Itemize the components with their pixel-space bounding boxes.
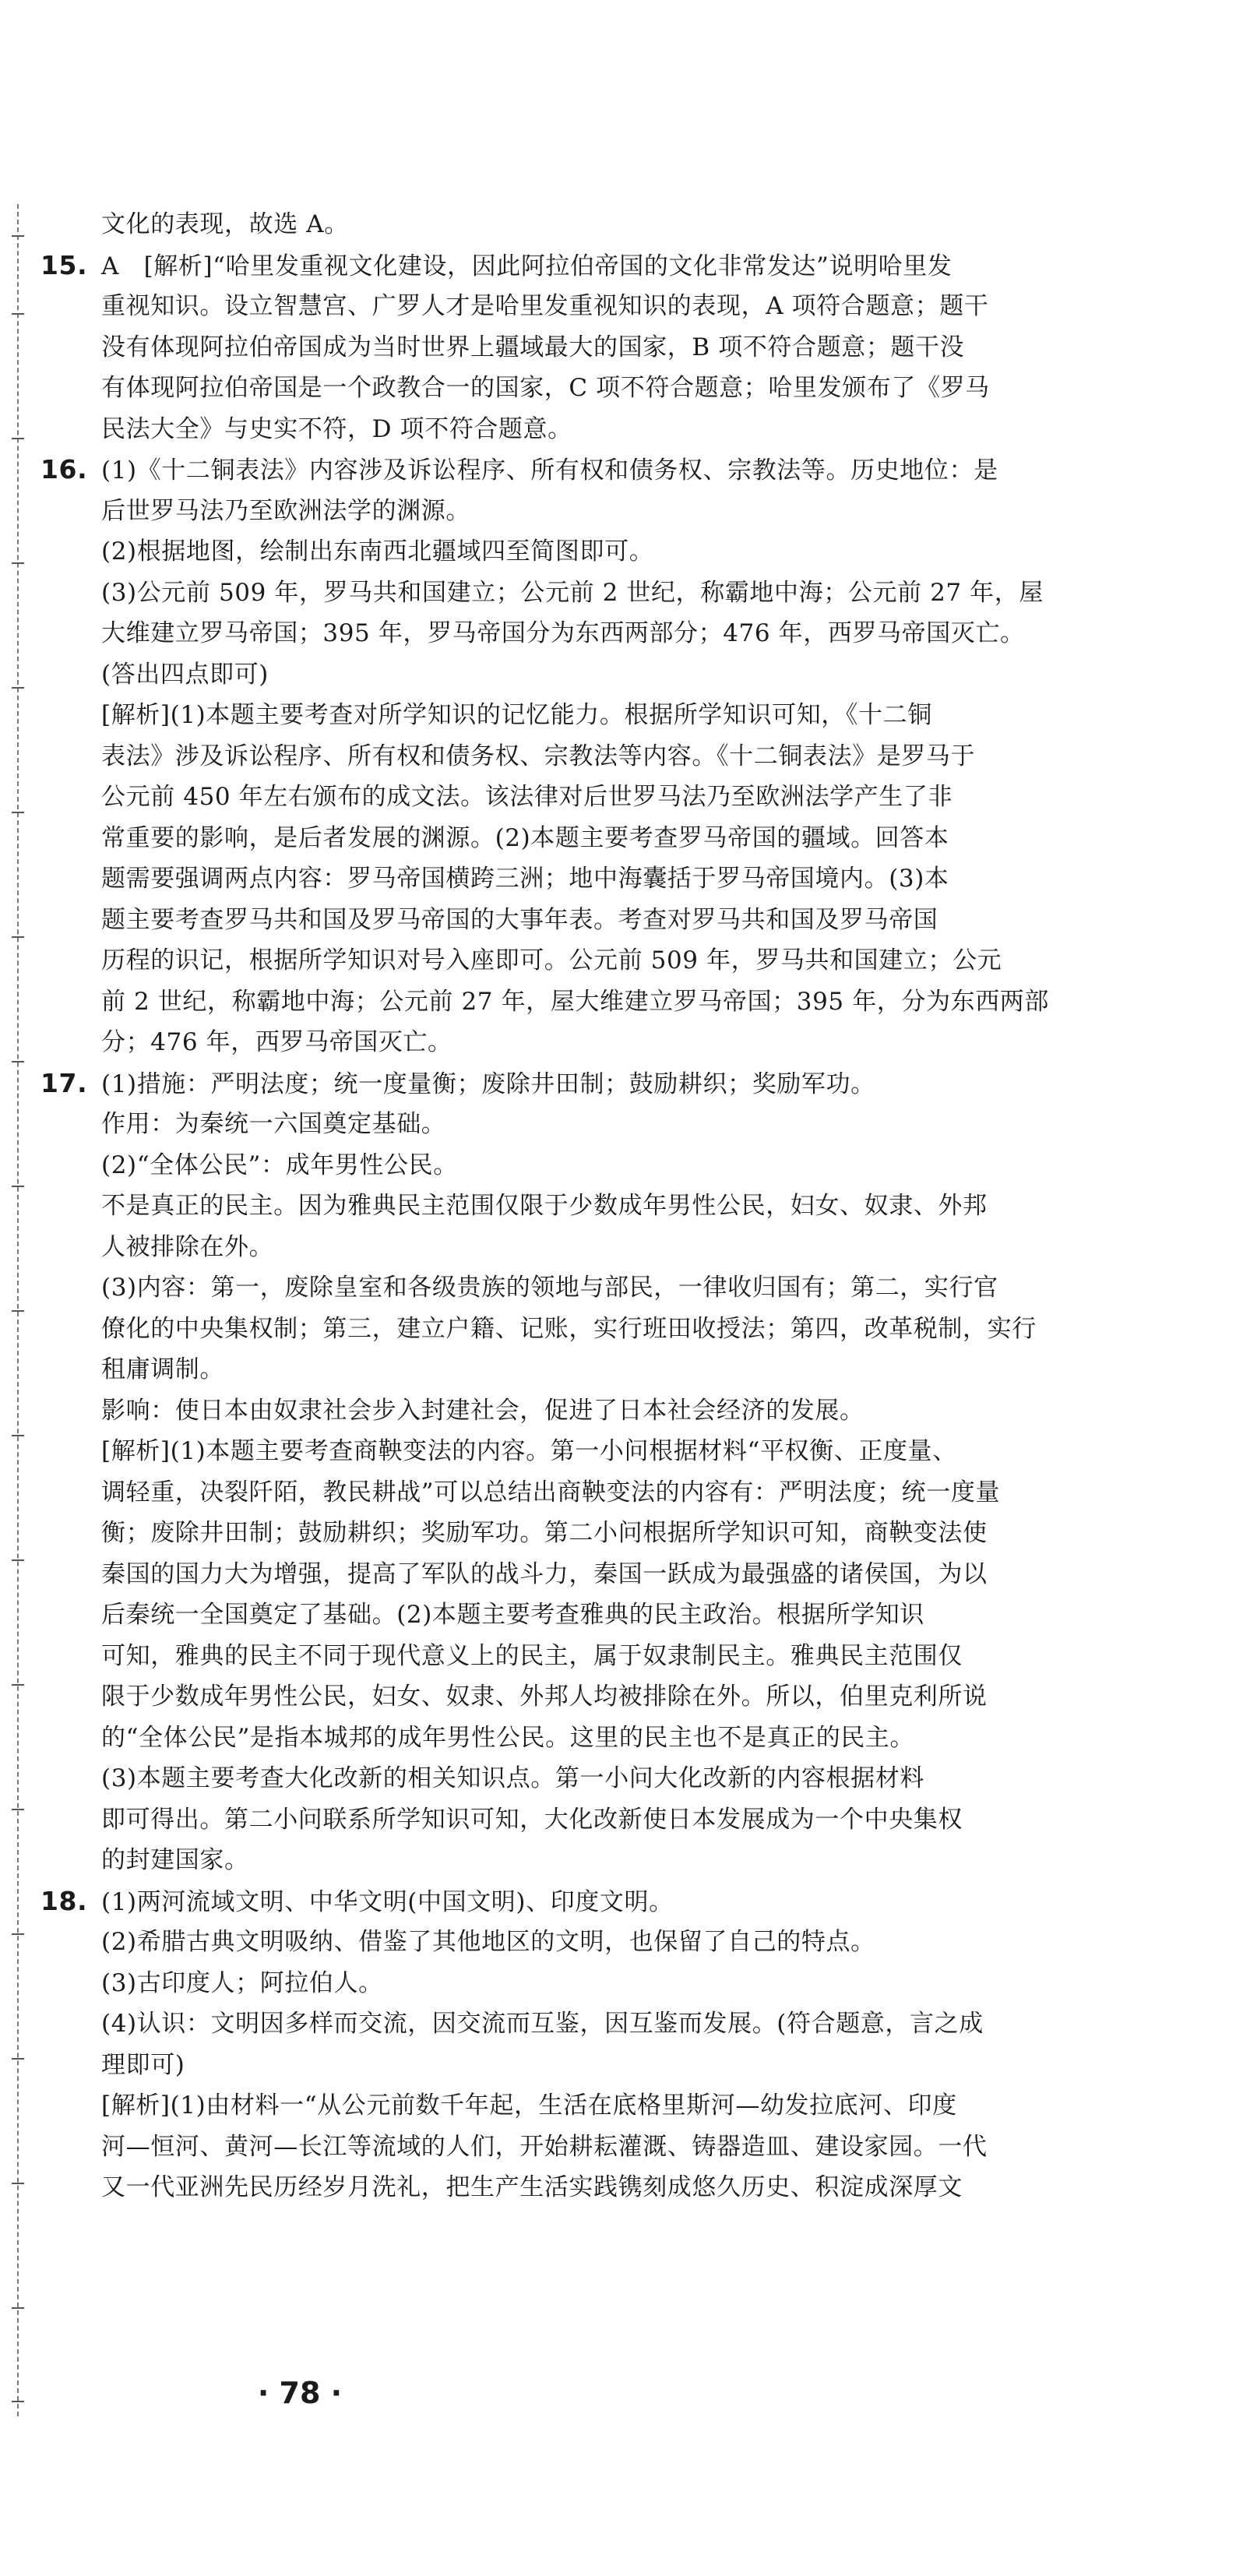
text-line xyxy=(40,858,1069,900)
text-line xyxy=(40,204,1069,245)
margin-tick xyxy=(12,1559,24,1561)
line-text: 衡；废除井田制；鼓励耕织；奖励军功。第二小问根据所学知识可知，商鞅变法使 xyxy=(101,1519,988,1547)
line-text: 常重要的影响，是后者发展的渊源。(2)本题主要考查罗马帝国的疆域。回答本 xyxy=(101,823,949,852)
line-text: (3)本题主要考查大化改新的相关知识点。第一小问大化改新的内容根据材料 xyxy=(101,1764,924,1792)
text-line xyxy=(40,1554,1069,1595)
line-text: 民法大全》与史实不符，D 项不符合题意。 xyxy=(101,414,572,443)
line-text: 僚化的中央集权制；第三，建立户籍、记账，实行班田收授法；第四，改革税制，实行 xyxy=(101,1314,1037,1343)
margin-tick xyxy=(12,1061,24,1062)
line-text: 作用：为秦统一六国奠定基础。 xyxy=(101,1110,446,1138)
line-text: A [解析]“哈里发重视文化建设，因此阿拉伯帝国的文化非常发达”说明哈里发 xyxy=(101,252,952,280)
line-text: 即可得出。第二小问联系所学知识可知，大化改新使日本发展成为一个中央集权 xyxy=(101,1805,963,1834)
text-line xyxy=(40,1676,1069,1718)
text-line xyxy=(40,1799,1069,1841)
margin-tick xyxy=(12,313,24,315)
text-line xyxy=(40,2167,1069,2208)
question-number: 17. xyxy=(40,1067,88,1098)
margin-tick xyxy=(12,2183,24,2184)
line-text: 文化的表现，故选 A。 xyxy=(101,210,349,238)
text-line xyxy=(40,1922,1069,1963)
line-text: 题需要强调两点内容：罗马帝国横跨三洲；地中海囊括于罗马帝国境内。(3)本 xyxy=(101,865,949,893)
text-line xyxy=(40,2045,1069,2086)
text-line xyxy=(40,449,1069,491)
text-line xyxy=(40,1309,1069,1350)
margin-tick xyxy=(12,1186,24,1187)
line-text: 限于少数成年男性公民，妇女、奴隶、外邦人均被排除在外。所以，伯里克利所说 xyxy=(101,1683,988,1711)
line-text: 后秦统一全国奠定了基础。(2)本题主要考查雅典的民主政治。根据所学知识 xyxy=(101,1601,924,1629)
text-line xyxy=(40,1390,1069,1432)
line-text: 不是真正的民主。因为雅典民主范围仅限于少数成年男性公民，妇女、奴隶、外邦 xyxy=(101,1192,988,1220)
text-line xyxy=(40,491,1069,532)
binding-margin-line xyxy=(17,204,36,2416)
text-line xyxy=(40,327,1069,368)
text-line xyxy=(40,1472,1069,1514)
text-line xyxy=(40,2003,1069,2045)
margin-tick xyxy=(12,687,24,689)
margin-tick xyxy=(12,936,24,938)
text-line xyxy=(40,1104,1069,1145)
text-line xyxy=(40,1963,1069,2004)
text-line xyxy=(40,1636,1069,1677)
text-line xyxy=(40,1881,1069,1922)
line-text: (2)根据地图，绘制出东南西北疆域四至简图即可。 xyxy=(101,537,654,566)
text-line xyxy=(40,573,1069,614)
text-line xyxy=(40,1186,1069,1227)
text-line xyxy=(40,940,1069,981)
question-number: 16. xyxy=(40,454,88,485)
margin-tick xyxy=(12,1809,24,1810)
line-text: 的“全体公民”是指本城邦的成年男性公民。这里的民主也不是真正的民主。 xyxy=(101,1723,915,1752)
line-text: 可知，雅典的民主不同于现代意义上的民主，属于奴隶制民主。雅典民主范围仅 xyxy=(101,1641,963,1670)
margin-tick xyxy=(12,1933,24,1935)
line-text: (1)《十二铜表法》内容涉及诉讼程序、所有权和债务权、宗教法等。历史地位：是 xyxy=(101,456,998,485)
text-line xyxy=(40,531,1069,573)
line-text: [解析](1)由材料一“从公元前数千年起，生活在底格里斯河—幼发拉底河、印度 xyxy=(101,2091,957,2120)
margin-tick xyxy=(12,438,24,439)
text-line xyxy=(40,1718,1069,1759)
line-text: 影响：使日本由奴隶社会步入封建社会，促进了日本社会经济的发展。 xyxy=(101,1396,864,1425)
margin-tick xyxy=(12,1684,24,1686)
line-text: 题主要考查罗马共和国及罗马帝国的大事年表。考查对罗马共和国及罗马帝国 xyxy=(101,905,938,934)
line-text: 河—恒河、黄河—长江等流域的人们，开始耕耘灌溉、铸器造皿、建设家园。一代 xyxy=(101,2132,988,2161)
question-number: 18. xyxy=(40,1885,88,1916)
margin-tick xyxy=(12,235,24,237)
line-text: 人被排除在外。 xyxy=(101,1232,274,1261)
margin-tick xyxy=(12,812,24,813)
line-text: (2)“全体公民”：成年男性公民。 xyxy=(101,1151,458,1179)
line-text: 的封建国家。 xyxy=(101,1846,249,1874)
line-text: (3)古印度人；阿拉伯人。 xyxy=(101,1968,383,1997)
margin-tick xyxy=(12,562,24,564)
text-line xyxy=(40,409,1069,450)
line-text: [解析](1)本题主要考查对所学知识的记忆能力。根据所学知识可知，《十二铜 xyxy=(101,701,932,729)
margin-tick xyxy=(12,2307,24,2309)
text-line xyxy=(40,1840,1069,1881)
text-line xyxy=(40,900,1069,941)
text-line xyxy=(40,286,1069,327)
margin-tick xyxy=(12,2058,24,2060)
line-text: 大维建立罗马帝国；395 年，罗马帝国分为东西两部分；476 年，西罗马帝国灭亡。 xyxy=(101,619,1025,647)
text-line xyxy=(40,1349,1069,1390)
line-text: 理即可) xyxy=(101,2050,185,2079)
line-text: 秦国的国力大为增强，提高了军队的战斗力，秦国一跃成为最强盛的诸侯国，为以 xyxy=(101,1559,988,1588)
line-text: (2)希腊古典文明吸纳、借鉴了其他地区的文明，也保留了自己的特点。 xyxy=(101,1928,875,1956)
line-text: 分；476 年，西罗马帝国灭亡。 xyxy=(101,1028,452,1056)
line-text: 重视知识。设立智慧宫、广罗人才是哈里发重视知识的表现，A 项符合题意；题干 xyxy=(101,292,989,320)
line-text: (1)两河流域文明、中华文明(中国文明)、印度文明。 xyxy=(101,1887,674,1916)
line-text: 表法》涉及诉讼程序、所有权和债务权、宗教法等内容。《十二铜表法》是罗马于 xyxy=(101,742,976,770)
line-text: (1)措施：严明法度；统一度量衡；废除井田制；鼓励耕织；奖励军功。 xyxy=(101,1070,875,1098)
text-line xyxy=(40,1267,1069,1309)
line-text: 历程的识记，根据所学知识对号入座即可。公元前 509 年，罗马共和国建立；公元 xyxy=(101,946,1002,974)
text-line xyxy=(40,695,1069,736)
text-line xyxy=(40,1431,1069,1472)
line-text: (3)公元前 509 年，罗马共和国建立；公元前 2 世纪，称霸地中海；公元前 27 年，屋 xyxy=(101,578,1044,607)
line-text: 调轻重，决裂阡陌，教民耕战”可以总结出商鞅变法的内容有：严明法度；统一度量 xyxy=(101,1478,1001,1506)
line-text: 后世罗马法乃至欧洲法学的渊源。 xyxy=(101,496,470,525)
line-text: (3)内容：第一，废除皇室和各级贵族的领地与部民，一律收归国有；第二，实行官 xyxy=(101,1274,998,1302)
text-line xyxy=(40,818,1069,859)
margin-tick xyxy=(12,1435,24,1436)
text-line xyxy=(40,1063,1069,1105)
text-line xyxy=(40,1758,1069,1799)
text-line xyxy=(40,1227,1069,1268)
text-line xyxy=(40,981,1069,1023)
text-line xyxy=(40,654,1069,696)
line-text: 前 2 世纪，称霸地中海；公元前 27 年，屋大维建立罗马帝国；395 年，分为东西两部 xyxy=(101,987,1050,1016)
text-line xyxy=(40,368,1069,409)
text-line xyxy=(40,1513,1069,1554)
text-line xyxy=(40,777,1069,818)
text-line xyxy=(40,2127,1069,2168)
text-line xyxy=(40,245,1069,287)
text-line xyxy=(40,1022,1069,1063)
line-text: 没有体现阿拉伯帝国成为当时世界上疆域最大的国家，B 项不符合题意；题干没 xyxy=(101,333,965,361)
text-line xyxy=(40,1595,1069,1636)
line-text: 又一代亚洲先民历经岁月洗礼，把生产生活实践镌刻成悠久历史、积淀成深厚文 xyxy=(101,2173,963,2201)
text-line xyxy=(40,1145,1069,1186)
line-text: [解析](1)本题主要考查商鞅变法的内容。第一小问根据材料“平权衡、正度量、 xyxy=(101,1437,957,1465)
margin-tick xyxy=(12,1310,24,1312)
question-number: 15. xyxy=(40,249,88,280)
line-text: 公元前 450 年左右颁布的成文法。该法律对后世罗马法乃至欧洲法学产生了非 xyxy=(101,783,953,811)
line-text: 有体现阿拉伯帝国是一个政教合一的国家，C 项不符合题意；哈里发颁布了《罗马 xyxy=(101,374,990,402)
line-text: (答出四点即可) xyxy=(101,660,269,689)
text-line xyxy=(40,613,1069,654)
text-line xyxy=(40,2085,1069,2127)
page-number: · 78 · xyxy=(257,2376,343,2410)
line-text: (4)认识：文明因多样而交流，因交流而互鉴，因互鉴而发展。(符合题意，言之成 xyxy=(101,2010,984,2038)
answer-text-body xyxy=(40,204,1069,2208)
line-text: 租庸调制。 xyxy=(101,1355,224,1383)
text-line xyxy=(40,736,1069,777)
